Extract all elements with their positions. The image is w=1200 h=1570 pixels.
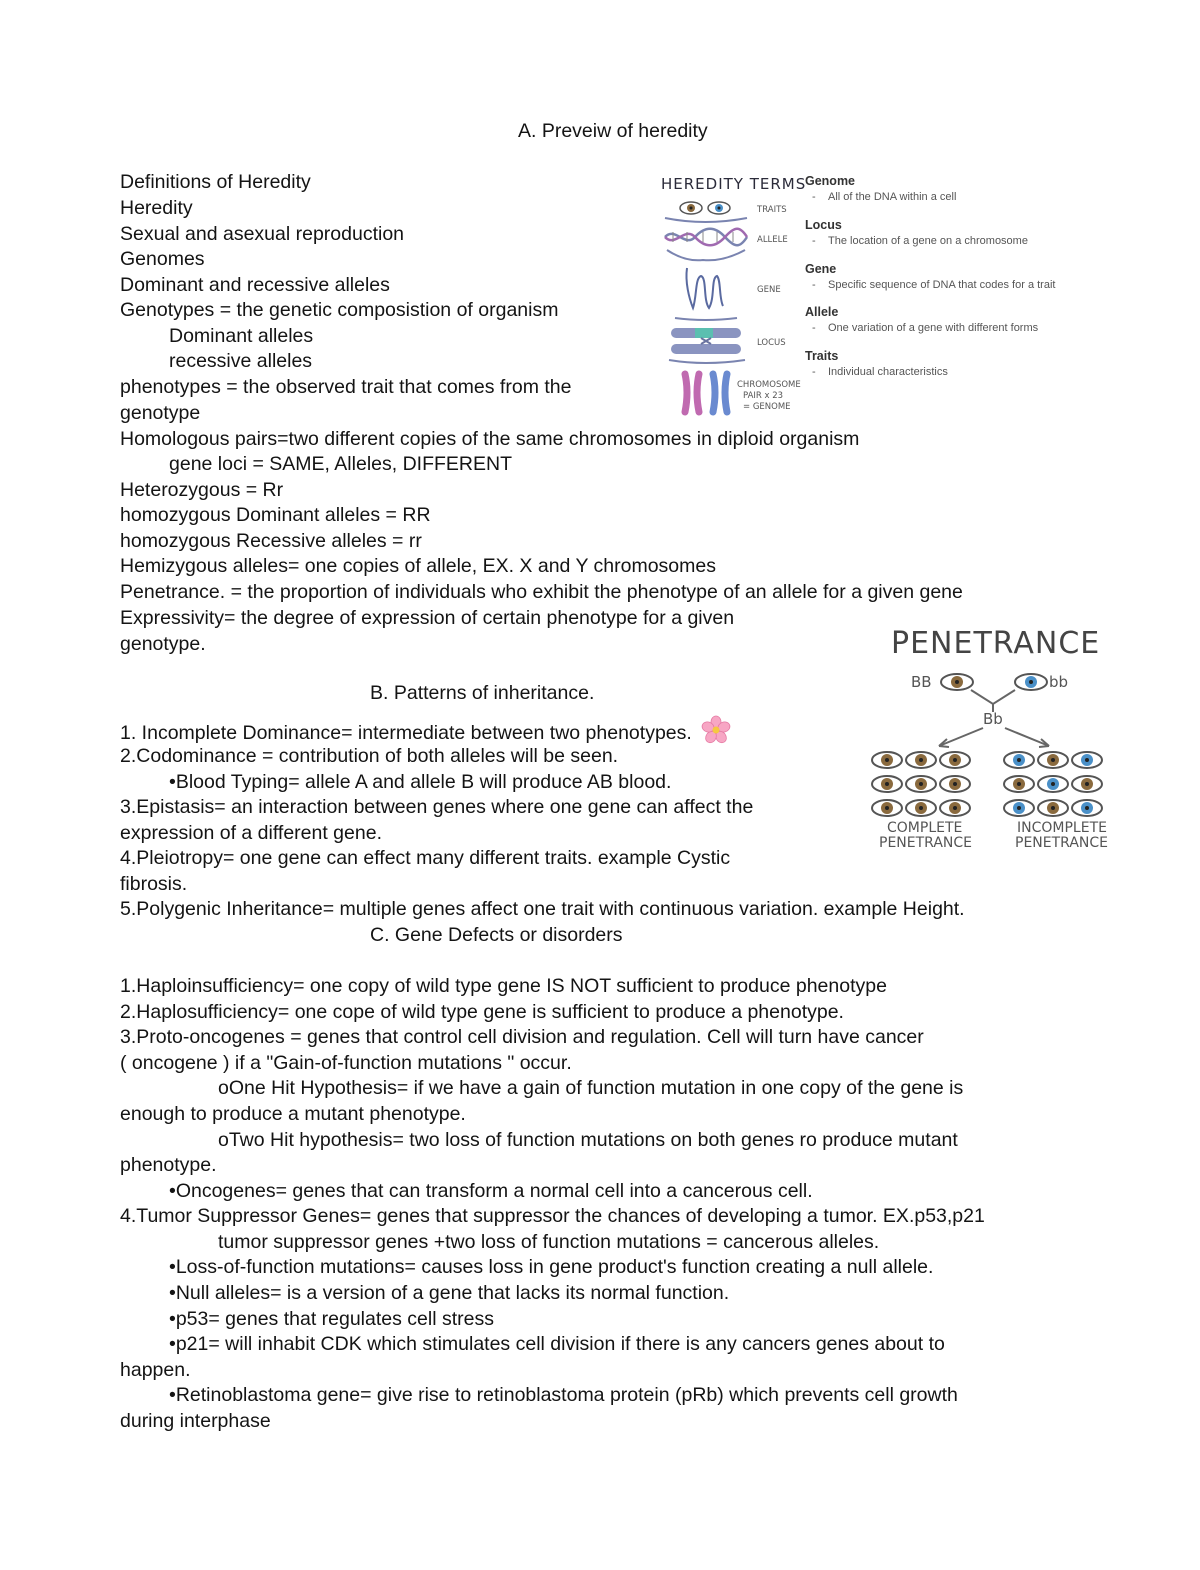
text-line: 4.Tumor Suppressor Genes= genes that suppressor the chances of developing a tumor. EX.p53,p21	[120, 1205, 985, 1227]
term-dash: -	[812, 322, 816, 334]
text-line: phenotypes = the observed trait that comes from the	[120, 376, 572, 398]
text-line: •Loss-of-function mutations= causes loss in gene product's function creating a null allele.	[169, 1256, 934, 1278]
eye-icon	[1072, 800, 1102, 816]
eye-icon	[708, 202, 730, 214]
heredity-terms-figure	[655, 170, 1095, 420]
eye-icon	[872, 800, 902, 816]
section-c-heading: C. Gene Defects or disorders	[370, 924, 623, 946]
eye-icon	[906, 752, 936, 768]
eye-icon	[906, 776, 936, 792]
text-line: Heredity	[120, 197, 193, 219]
offspring-label: Bb	[983, 710, 1003, 728]
text-line: 3.Epistasis= an interaction between genes where one gene can affect the	[120, 796, 754, 818]
eye-icon	[1004, 800, 1034, 816]
eye-icon	[1015, 674, 1047, 690]
eye-icon	[940, 776, 970, 792]
text-line: •Oncogenes= genes that can transform a normal cell into a cancerous cell.	[169, 1180, 813, 1202]
text-line: Genotypes = the genetic composistion of organism	[120, 299, 559, 321]
text-line: homozygous Recessive alleles = rr	[120, 530, 422, 552]
term-dash: -	[812, 366, 816, 378]
text-line: •Blood Typing= allele A and allele B will produce AB blood.	[169, 771, 672, 793]
text-line: Dominant alleles	[169, 325, 314, 347]
eye-icon	[1004, 776, 1034, 792]
eye-icon	[1038, 752, 1068, 768]
text-line: during interphase	[120, 1410, 271, 1432]
incomplete-label: INCOMPLETE	[1017, 820, 1107, 836]
figure-title: HEREDITY TERMS	[661, 175, 807, 193]
text-line: gene loci = SAME, Alleles, DIFFERENT	[169, 453, 512, 475]
term-dash: -	[812, 279, 816, 291]
text-line: recessive alleles	[169, 350, 313, 372]
term-title: Genome	[805, 174, 856, 188]
text-line: genotype	[120, 402, 201, 424]
term-desc: One variation of a gene with different forms	[828, 322, 1039, 334]
text-line: happen.	[120, 1359, 191, 1381]
text-line: Expressivity= the degree of expression of certain phenotype for a given	[120, 607, 735, 629]
text-line: Penetrance. = the proportion of individuals who exhibit the phenotype of an allele for a given gene	[120, 581, 963, 603]
text-line: genotype.	[120, 633, 206, 655]
text-line: expression of a different gene.	[120, 822, 382, 844]
text-line: oTwo Hit hypothesis= two loss of function mutations on both genes ro produce mutant	[218, 1129, 958, 1151]
term-title: Traits	[805, 349, 839, 363]
term-desc: The location of a gene on a chromosome	[828, 235, 1028, 247]
text-line: 3.Proto-oncogenes = genes that control cell division and regulation. Cell will turn have cancer	[120, 1026, 924, 1048]
term-title: Allele	[805, 305, 839, 319]
text-line: Hemizygous alleles= one copies of allele, EX. X and Y chromosomes	[120, 555, 716, 577]
text-line: •p21= will inhabit CDK which stimulates cell division if there is any cancers genes about to	[169, 1333, 945, 1355]
traits-label: TRAITS	[757, 205, 787, 215]
section-b-heading: B. Patterns of inheritance.	[370, 682, 595, 704]
text-line: Definitions of Heredity	[120, 171, 311, 193]
text-line: Dominant and recessive alleles	[120, 274, 390, 296]
parent-right-label: bb	[1049, 673, 1069, 691]
term-desc: All of the DNA within a cell	[828, 191, 957, 203]
parent-left-label: BB	[911, 673, 932, 691]
text-line: ( oncogene ) if a "Gain-of-function mutations " occur.	[120, 1052, 572, 1074]
term-desc: Specific sequence of DNA that codes for a trait	[828, 279, 1056, 291]
flower-icon	[701, 715, 731, 753]
eye-icon	[1038, 800, 1068, 816]
page-title: A. Preveiw of heredity	[518, 120, 708, 142]
text-line: 2.Haplosufficiency= one cope of wild type gene is sufficient to produce a phenotype.	[120, 1001, 844, 1023]
eye-icon	[872, 752, 902, 768]
eye-icon	[1004, 752, 1034, 768]
eye-icon	[1038, 776, 1068, 792]
complete-label: PENETRANCE	[879, 835, 972, 851]
text-line: oOne Hit Hypothesis= if we have a gain of function mutation in one copy of the gene is	[218, 1077, 964, 1099]
chromosome-label: CHROMOSOME	[737, 380, 801, 390]
text-line: 1.Haploinsufficiency= one copy of wild type gene IS NOT sufficient to produce phenotype	[120, 975, 887, 997]
text-line: phenotype.	[120, 1154, 217, 1176]
gene-label: GENE	[757, 285, 781, 295]
text-line: Heterozygous = Rr	[120, 479, 284, 501]
text-line: •p53= genes that regulates cell stress	[169, 1308, 494, 1330]
eye-grid	[872, 752, 1102, 816]
term-desc: Individual characteristics	[828, 366, 948, 378]
allele-label: ALLELE	[757, 235, 788, 245]
pair-label: PAIR x 23	[743, 391, 784, 401]
dna-helix-icon	[665, 229, 747, 246]
text-line: •Retinoblastoma gene= give rise to retinoblastoma protein (pRb) which prevents cell growth	[169, 1384, 958, 1406]
term-title: Gene	[805, 262, 837, 276]
text-line: Homologous pairs=two different copies of the same chromosomes in diploid organism	[120, 428, 860, 450]
text-line: 5.Polygenic Inheritance= multiple genes affect one trait with continuous variation. example Height.	[120, 898, 965, 920]
gene-coil-icon	[686, 268, 723, 308]
eye-icon	[1072, 776, 1102, 792]
eye-icon	[872, 776, 902, 792]
genome-label: = GENOME	[743, 402, 791, 412]
text-span: 1. Incomplete Dominance= intermediate between two phenotypes.	[120, 721, 692, 744]
text-line: Sexual and asexual reproduction	[120, 223, 405, 245]
incomplete-label: PENETRANCE	[1015, 835, 1108, 851]
eye-icon	[940, 752, 970, 768]
chromosome-icon	[671, 328, 741, 354]
eye-icon	[906, 800, 936, 816]
text-line: enough to produce a mutant phenotype.	[120, 1103, 466, 1125]
text-line: •Null alleles= is a version of a gene that lacks its normal function.	[169, 1282, 730, 1304]
term-title: Locus	[805, 218, 842, 232]
text-line: 2.Codominance = contribution of both alleles will be seen.	[120, 745, 619, 767]
eye-icon	[1072, 752, 1102, 768]
text-line: Genomes	[120, 248, 205, 270]
term-dash: -	[812, 235, 816, 247]
text-line: 4.Pleiotropy= one gene can effect many different traits. example Cystic	[120, 847, 731, 869]
term-dash: -	[812, 191, 816, 203]
locus-label: LOCUS	[757, 338, 786, 348]
eye-icon	[940, 800, 970, 816]
complete-label: COMPLETE	[887, 820, 963, 836]
penetrance-title: PENETRANCE	[891, 626, 1101, 661]
eye-icon	[680, 202, 702, 214]
text-line: fibrosis.	[120, 873, 188, 895]
chromosome-pair-icon	[685, 374, 727, 412]
penetrance-figure	[865, 620, 1125, 860]
text-line: tumor suppressor genes +two loss of function mutations = cancerous alleles.	[218, 1231, 880, 1253]
text-line: homozygous Dominant alleles = RR	[120, 504, 431, 526]
eye-icon	[941, 674, 973, 690]
